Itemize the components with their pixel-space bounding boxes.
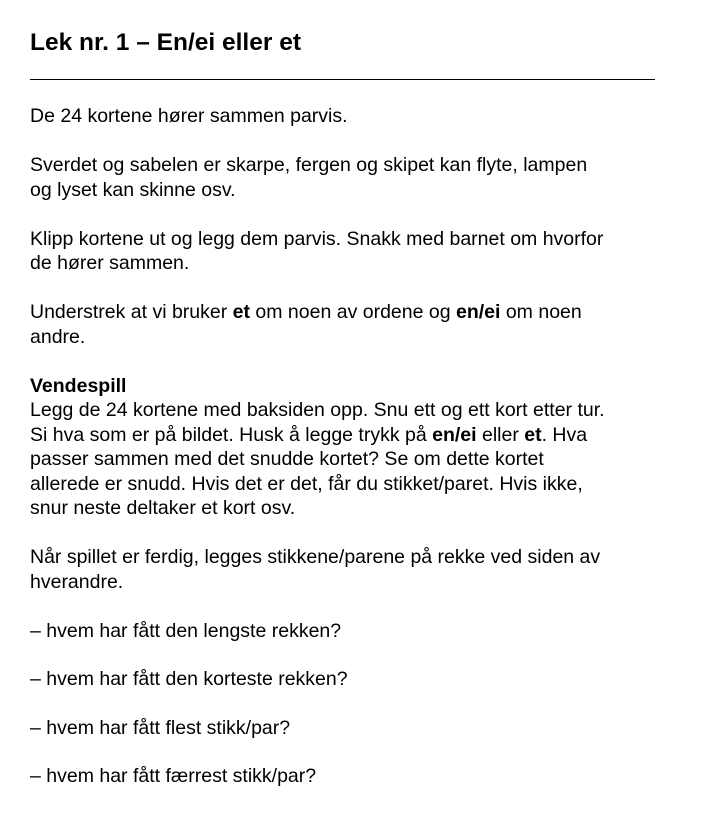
grammar-text-c: om noen av ordene og: [250, 301, 456, 323]
ending-line-2: hverandre.: [30, 570, 124, 593]
ending-paragraph: [30, 545, 690, 594]
examples-line-1: Sverdet og sabelen er skarpe, fergen og skipet kan flyte, lampen: [30, 154, 588, 176]
vendespill-line-3: passer sammen med det snudde kortet? Se om dette kortet: [30, 448, 544, 470]
vendespill-line-5: snur neste deltaker et kort osv.: [30, 497, 296, 519]
intro-line: De 24 kortene hører sammen parvis.: [30, 105, 348, 127]
grammar-bold-et: et: [232, 301, 250, 323]
examples-line-2: og lyset kan skinne osv.: [30, 178, 236, 201]
vendespill-line-1: Legg de 24 kortene med baksiden opp. Snu ett og ett kort etter tur.: [30, 399, 605, 421]
question-item: – hvem har fått flest stikk/par?: [30, 716, 291, 739]
document-body: [30, 104, 690, 813]
question-item: – hvem har fått færrest stikk/par?: [30, 765, 317, 787]
vendespill-heading: Vendespill: [30, 374, 127, 397]
examples-paragraph: [30, 153, 690, 202]
question-item: – hvem har fått den lengste rekken?: [30, 619, 342, 642]
grammar-paragraph: [30, 300, 690, 349]
grammar-text-d: om noen: [500, 301, 582, 323]
vendespill-line-2d: . Hva: [541, 423, 588, 446]
question-item: – hvem har fått den korteste rekken?: [30, 668, 348, 690]
grammar-bold-en-ei: en/ei: [455, 301, 501, 323]
instructions-line-2: de hører sammen.: [30, 252, 190, 274]
title-underline-rule: [30, 79, 655, 80]
vendespill-section: [30, 374, 690, 521]
vendespill-line-4: allerede er snudd. Hvis det er det, får du stikket/paret. Hvis ikke,: [30, 472, 583, 495]
intro-paragraph: [30, 104, 690, 129]
vendespill-bold-en-ei: en/ei: [432, 423, 477, 446]
grammar-text-a: Understrek at vi bruker: [30, 301, 233, 323]
instructions-line-1: Klipp kortene ut og legg dem parvis. Snakk med barnet om hvorfor: [30, 227, 604, 250]
ending-line-1: Når spillet er ferdig, legges stikkene/parene på rekke ved siden av: [30, 546, 601, 568]
vendespill-line-2c: eller: [476, 423, 525, 446]
page-title: Lek nr. 1 – En/ei eller et: [30, 29, 301, 56]
grammar-line-2: andre.: [30, 325, 86, 348]
vendespill-line-2a: Si hva som er på bildet. Husk å legge trykk på: [30, 423, 433, 446]
vendespill-bold-et: et: [524, 423, 542, 446]
instructions-paragraph: [30, 227, 690, 276]
